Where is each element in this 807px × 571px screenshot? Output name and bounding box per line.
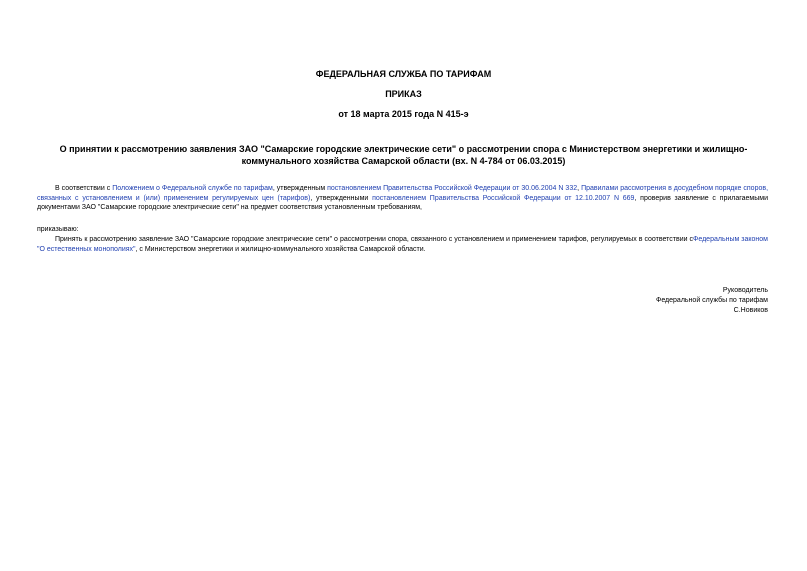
order-paragraph xyxy=(37,235,768,254)
signature-block xyxy=(656,286,768,316)
link-federal-law-monopolies[interactable]: Федеральным законом "О естественных монополиях" xyxy=(37,236,768,253)
document-subject-title: О принятии к рассмотрению заявления ЗАО "Самарские городские электрические сети" о рассмотрении спора с Министерством энергетики и жилищно-коммунального хозяйства Самарской области (вх. N 4-784 от 06.03.2015) xyxy=(59,144,748,166)
organization-heading: ФЕДЕРАЛЬНАЯ СЛУЖБА ПО ТАРИФАМ xyxy=(315,69,492,79)
preamble-paragraph xyxy=(37,184,768,213)
order-text-2: , с Министерством энергетики и жилищно-коммунального хозяйства Самарской области. xyxy=(135,245,426,253)
preamble-text-5: , проверив заявление с прилагаемыми документами ЗАО "Самарские городские электрические сети" на предмет соответствия установленным требованиям, xyxy=(37,194,768,211)
link-resolution-332[interactable]: постановлением Правительства Российской Федерации от 30.06.2004 N 332 xyxy=(327,185,578,192)
signature-position: Руководитель xyxy=(722,287,768,294)
link-dispute-rules[interactable]: Правилами рассмотрения в досудебном порядке споров, связанных с установлением и (или) применением регулируемых цен (тарифов) xyxy=(37,185,769,202)
preamble-text-2: , утвержденным xyxy=(272,185,328,192)
preamble-text-3: , xyxy=(577,185,582,192)
preamble-text-1: В соответствии с xyxy=(55,185,113,192)
link-resolution-669[interactable]: постановлением Правительства Российской Федерации от 12.10.2007 N 669 xyxy=(372,194,635,202)
signature-agency: Федеральной службы по тарифам xyxy=(656,297,768,304)
link-regulation-fst[interactable]: Положением о Федеральной службе по тарифам xyxy=(112,185,273,192)
document-type-heading: ПРИКАЗ xyxy=(385,89,422,99)
signature-name: С.Новиков xyxy=(733,307,768,314)
ordering-word: приказываю: xyxy=(37,226,79,233)
document-date-number: от 18 марта 2015 года N 415-э xyxy=(338,109,469,119)
preamble-text-4: , утвержденными xyxy=(310,194,373,202)
order-text-1: Принять к рассмотрению заявление ЗАО "Самарские городские электрические сети" о рассмотрении спора, связанного с установлением и применением тарифов, регулируемых в соответствии с xyxy=(55,236,694,243)
